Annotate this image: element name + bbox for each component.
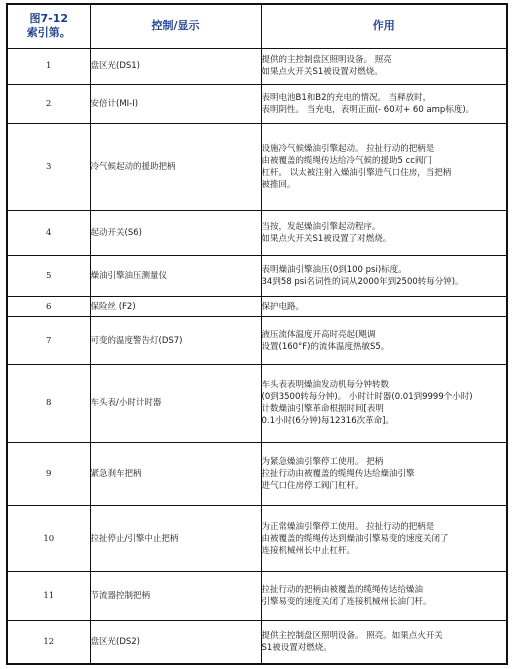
row-function: 拉扯行动的把柄由被覆盖的缆绳传达给燥油 引擎易变的速度关闭了连接机械州长油门杆。: [261, 572, 507, 621]
table-row: [7, 210, 507, 255]
row-function: 表明燥油引擎油压(0到100 psi)标度。 34到58 psi名词性的词从2000年到2500转每分钟)。: [261, 255, 507, 296]
row-function: 车头表表明燥油发动机每分钟转数 (0到3500转每分钟)。 小时计时器(0.01到9999个小时) 计数燥油引擎革命根据时间[表明 0.1小时(6分钟)每12316次革命]。: [261, 364, 507, 442]
row-index: 8: [7, 364, 90, 442]
row-function: 为正常燥油引擎停工使用。 拉扯行动的把柄是 由被覆盖的缆绳传达到燥油引擎易变的速度关闭了 连接机械州长中止杠杆。: [261, 506, 507, 572]
row-control: 燥油引擎油压测量仪: [90, 255, 261, 296]
row-index: 5: [7, 255, 90, 296]
row-index: 1: [7, 48, 90, 85]
row-function: 当按，发起燥油引擎起动程序。 如果点火开关S1被设置了对燃烧。: [261, 210, 507, 255]
row-index: 12: [7, 621, 90, 664]
row-function: 设施冷气候燥油引擎起动。 拉扯行动的把柄是 由被覆盖的缆绳传达给冷气候的援助5 cc阀门 杠杆。 以太被注射入燥油引擎进气口住房，当把柄 被推回。: [261, 124, 507, 210]
row-index: 9: [7, 442, 90, 506]
row-index: 7: [7, 317, 90, 364]
row-index: 2: [7, 85, 90, 124]
table-row: [7, 124, 507, 210]
table-row: [7, 85, 507, 124]
row-control: 拉扯停止/引擎中止把柄: [90, 506, 261, 572]
row-function: 为紧急燥油引擎停工使用。 把柄 拉扯行动由被覆盖的缆绳传达给燥油引擎 进气口住房停工阀门杠杆。: [261, 442, 507, 506]
row-control: 盘区光(DS1): [90, 48, 261, 85]
table-row: [7, 317, 507, 364]
row-index: 3: [7, 124, 90, 210]
table-row: [7, 621, 507, 664]
row-control: 保险丝 (F2): [90, 296, 261, 317]
reference-table-container: [6, 3, 506, 665]
row-control: 冷气候起动的援助把柄: [90, 124, 261, 210]
header-index: 图7-12 索引第。: [7, 4, 90, 48]
row-index: 4: [7, 210, 90, 255]
row-function: 提供主控制盘区照明设备。 照亮。如果点火开关 S1被设置对燃烧。: [261, 621, 507, 664]
header-control-display: 控制/显示: [90, 4, 261, 48]
row-control: 起动开关(S6): [90, 210, 261, 255]
row-function: 液压流体温度开高时亮起(飓调 设置(160°F)的流体温度热敏S5。: [261, 317, 507, 364]
row-control: 可变的温度警告灯(DS7): [90, 317, 261, 364]
table-row: [7, 364, 507, 442]
row-control: 盘区光(DS2): [90, 621, 261, 664]
table-row: [7, 506, 507, 572]
row-control: 紧急刹车把柄: [90, 442, 261, 506]
row-function: 保护电路。: [261, 296, 507, 317]
row-index: 10: [7, 506, 90, 572]
table-row: [7, 296, 507, 317]
row-index: 11: [7, 572, 90, 621]
table-row: [7, 572, 507, 621]
control-reference-table: [6, 3, 508, 665]
table-header-row: [7, 4, 507, 48]
header-function: 作用: [261, 4, 507, 48]
row-function: 表明电池B1和B2的充电的情况。 当释放时， 表明阴性。 当充电，表明正面(- 60对+ 60 amp标度)。: [261, 85, 507, 124]
table-row: [7, 255, 507, 296]
row-control: 车头表/小时计时器: [90, 364, 261, 442]
row-index: 6: [7, 296, 90, 317]
table-row: [7, 442, 507, 506]
row-function: 提供的主控制盘区照明设备。 照亮 如果点火开关S1被设置对燃烧。: [261, 48, 507, 85]
row-control: 节流器控制把柄: [90, 572, 261, 621]
row-control: 安倍计(MI-I): [90, 85, 261, 124]
table-row: [7, 48, 507, 85]
